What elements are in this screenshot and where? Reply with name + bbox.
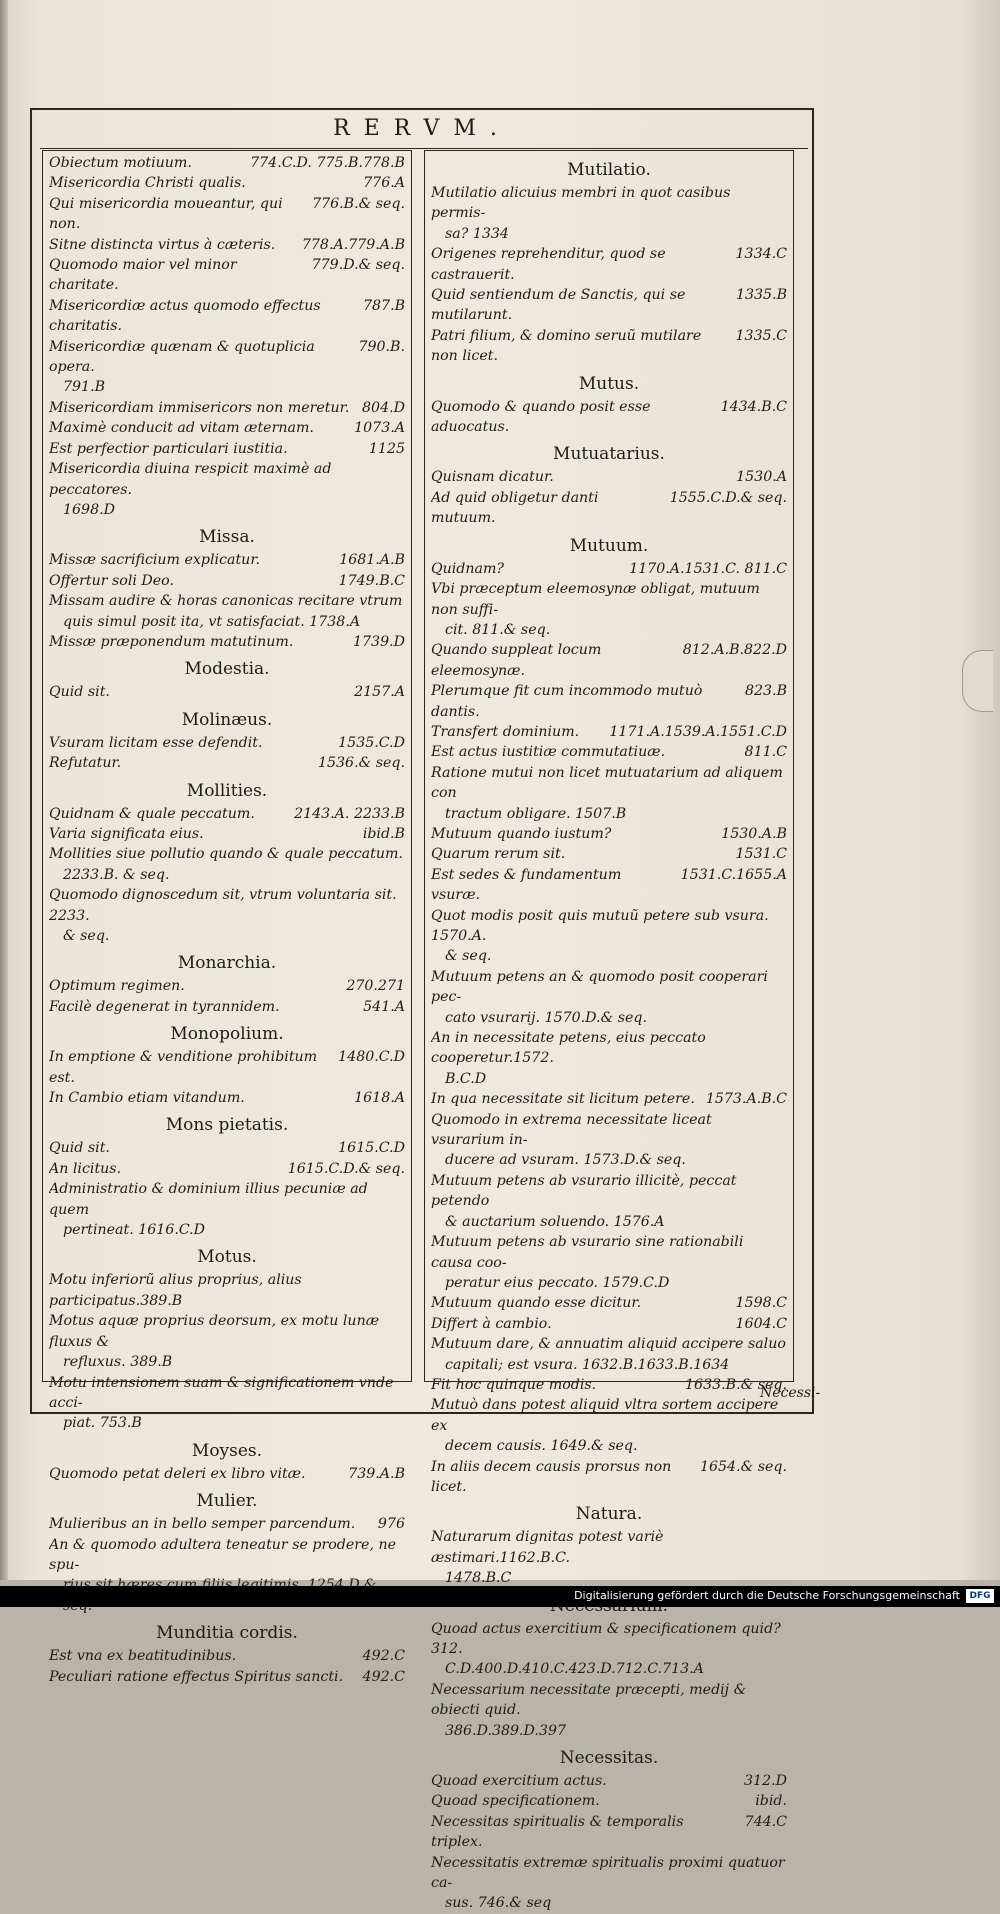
entry-continuation: 791.B bbox=[63, 379, 106, 396]
entry-text: Sitne distincta virtus à cæteris. bbox=[49, 236, 276, 253]
index-entry bbox=[49, 571, 405, 591]
entry-continuation: peratur eius peccato. 1579.C.D bbox=[445, 1274, 670, 1291]
index-heading: Modestia. bbox=[184, 659, 270, 680]
index-heading: Missa. bbox=[199, 527, 255, 548]
page-tab bbox=[962, 650, 993, 712]
index-heading: Moyses. bbox=[191, 1440, 263, 1461]
index-entry bbox=[431, 183, 787, 244]
entry-text: Necessitas spiritualis & temporalis triplex. bbox=[431, 1813, 684, 1851]
entry-continuation: quis simul posit ita, vt satisfaciat. 1738.A bbox=[63, 613, 361, 630]
entry-continuation: & seq. bbox=[63, 928, 110, 944]
entry-continuation: refluxus. 389.B bbox=[63, 1354, 173, 1371]
index-entry bbox=[49, 153, 405, 173]
index-entry bbox=[49, 1667, 405, 1687]
entry-text: In qua necessitate sit licitum petere. bbox=[431, 1091, 695, 1108]
index-heading: Molinæus. bbox=[181, 709, 273, 730]
entry-text: Est sedes & fundamentum vsuræ. bbox=[431, 866, 622, 904]
index-entry bbox=[431, 488, 787, 529]
index-entry bbox=[431, 326, 787, 367]
index-entry bbox=[49, 1646, 405, 1666]
page-reference: 1531.C.1655.A bbox=[680, 866, 787, 883]
index-heading: Mons pietatis. bbox=[165, 1115, 289, 1136]
entry-text: Est vna ex beatitudinibus. bbox=[49, 1648, 237, 1665]
index-entry bbox=[431, 1171, 787, 1232]
entry-text: Vbi præceptum eleemosynæ obligat, mutuum non suffi- bbox=[431, 581, 760, 618]
index-entry bbox=[49, 885, 405, 946]
entry-continuation: pertineat. 1616.C.D bbox=[63, 1222, 206, 1239]
index-entry bbox=[49, 591, 405, 632]
index-entry bbox=[49, 733, 405, 753]
index-heading: Mutuatarius. bbox=[553, 444, 665, 465]
index-entry bbox=[431, 1028, 787, 1089]
page-reference: 1604.C bbox=[735, 1315, 787, 1332]
entry-continuation: 386.D.389.D.397 bbox=[445, 1722, 567, 1739]
page-reference: 1335.B bbox=[735, 287, 787, 304]
entry-text: Naturarum dignitas potest variè æstimari.1162.B.C. bbox=[431, 1529, 664, 1566]
index-entry bbox=[431, 763, 787, 824]
index-entry bbox=[49, 337, 405, 398]
entry-text: Differt à cambio. bbox=[431, 1315, 552, 1332]
page-reference: 1170.A.1531.C. 811.C bbox=[629, 560, 787, 577]
index-entry bbox=[431, 1314, 787, 1334]
page-reference: 774.C.D. 775.B.778.B bbox=[250, 155, 405, 171]
dfg-logo: DFG bbox=[966, 1589, 994, 1603]
index-entry bbox=[49, 459, 405, 520]
page-reference: 1618.A bbox=[354, 1090, 405, 1107]
index-entry bbox=[431, 1853, 787, 1914]
entry-text: Mutuum petens ab vsurario sine rationabili causa coo- bbox=[431, 1234, 744, 1271]
index-entry bbox=[49, 398, 405, 418]
entry-text: Offertur soli Deo. bbox=[49, 572, 174, 589]
index-heading: Necessitas. bbox=[559, 1748, 659, 1769]
index-entry bbox=[49, 1159, 405, 1179]
entry-text: Vsuram licitam esse defendit. bbox=[49, 734, 263, 751]
entry-text: Mutuum petens an & quomodo posit cooperari pec- bbox=[431, 968, 768, 1006]
entry-text: Quid sentiendum de Sanctis, qui se mutilarunt. bbox=[431, 287, 686, 324]
catchword: Necessi- bbox=[760, 1385, 821, 1401]
index-entry bbox=[431, 681, 787, 722]
entry-continuation: C.D.400.D.410.C.423.D.712.C.713.A bbox=[445, 1661, 704, 1678]
entry-text: An & quomodo adultera teneatur se prodere, ne spu- bbox=[49, 1536, 397, 1573]
page-gutter bbox=[0, 0, 8, 1580]
entry-text: Mutuò dans potest aliquid vltra sortem accipere ex bbox=[431, 1397, 779, 1434]
page-reference: 1681.A.B bbox=[339, 552, 405, 569]
entry-text: Missam audire & horas canonicas recitare vtrum bbox=[49, 593, 403, 610]
entry-continuation: 1698.D bbox=[63, 501, 115, 518]
index-entry bbox=[431, 640, 787, 681]
page-reference: 776.A bbox=[363, 175, 405, 192]
entry-text: Ad quid obligetur danti mutuum. bbox=[431, 489, 599, 527]
entry-text: Quisnam dicatur. bbox=[431, 469, 554, 486]
entry-continuation: sa? 1334 bbox=[445, 225, 509, 242]
entry-text: Misericordiæ quænam & quotuplicia opera. bbox=[49, 338, 315, 376]
entry-continuation: cit. 811.& seq. bbox=[445, 621, 551, 638]
index-entry bbox=[431, 579, 787, 640]
entry-text: Quomodo maior vel minor charitate. bbox=[49, 257, 237, 294]
index-entry bbox=[49, 235, 405, 255]
index-entry bbox=[49, 997, 405, 1017]
index-entry bbox=[431, 844, 787, 864]
page-reference: 804.D bbox=[362, 399, 405, 416]
entry-text: Quidnam & quale peccatum. bbox=[49, 805, 255, 822]
index-entry bbox=[49, 439, 405, 459]
page-reference: 1480.C.D bbox=[338, 1049, 405, 1066]
index-entry bbox=[49, 1138, 405, 1158]
index-entry bbox=[431, 906, 787, 967]
index-heading: Mulier. bbox=[196, 1491, 258, 1512]
index-entry bbox=[431, 1527, 787, 1588]
entry-text: Quid sit. bbox=[49, 684, 110, 701]
entry-text: Misericordiam immisericors non meretur. bbox=[49, 399, 350, 416]
entry-continuation: 1478.B.C bbox=[445, 1570, 512, 1587]
index-entry bbox=[431, 397, 787, 438]
page-reference: 1536.& seq. bbox=[317, 755, 405, 772]
index-entry bbox=[431, 1619, 787, 1680]
index-entry bbox=[49, 753, 405, 773]
index-entry bbox=[431, 1457, 787, 1498]
entry-continuation: decem causis. 1649.& seq. bbox=[445, 1438, 638, 1455]
entry-text: Facilè degenerat in tyrannidem. bbox=[49, 998, 280, 1015]
page-reference: ibid.B bbox=[362, 825, 405, 842]
entry-continuation: & auctarium soluendo. 1576.A bbox=[445, 1213, 665, 1230]
entry-text: Misericordia Christi qualis. bbox=[49, 175, 246, 192]
entry-continuation: piat. 753.B bbox=[63, 1415, 142, 1432]
page-reference: 1171.A.1539.A.1551.C.D bbox=[609, 723, 787, 740]
index-heading: Motus. bbox=[197, 1247, 257, 1268]
entry-text: Obiectum motiuum. bbox=[49, 155, 192, 171]
entry-text: Mulieribus an in bello semper parcendum. bbox=[49, 1516, 356, 1533]
page-reference: 1125 bbox=[368, 440, 405, 457]
index-heading: Monopolium. bbox=[170, 1024, 284, 1045]
entry-text: Qui misericordia moueantur, qui non. bbox=[49, 195, 283, 233]
entry-continuation: sus. 746.& seq bbox=[445, 1895, 552, 1912]
entry-continuation: & seq. bbox=[445, 948, 492, 965]
entry-text: Mutuum quando iustum? bbox=[431, 825, 612, 842]
entry-text: Missæ præponendum matutinum. bbox=[49, 633, 294, 650]
index-entry bbox=[431, 742, 787, 762]
page-reference: 1615.C.D bbox=[338, 1140, 405, 1157]
page-reference: 976 bbox=[377, 1516, 405, 1533]
entry-text: Quarum rerum sit. bbox=[431, 846, 566, 863]
page-reference: 492.C bbox=[362, 1648, 405, 1665]
index-entry bbox=[49, 804, 405, 824]
index-entry bbox=[431, 1110, 787, 1171]
index-entry bbox=[49, 824, 405, 844]
entry-text: Origenes reprehenditur, quod se castrauerit. bbox=[431, 246, 666, 283]
entry-text: Quot modis posit quis mutuũ petere sub vsura. 1570.A. bbox=[431, 907, 769, 944]
entry-text: Necessarium necessitate præcepti, medij & obiecti quid. bbox=[431, 1681, 747, 1719]
page-reference: 823.B bbox=[744, 683, 787, 700]
index-heading: Mutus. bbox=[578, 373, 640, 394]
page-reference: 1555.C.D.& seq. bbox=[669, 489, 787, 506]
index-entry bbox=[431, 1334, 787, 1375]
entry-text: Motus aquæ proprius deorsum, ex motu lunæ fluxus & bbox=[49, 1313, 380, 1350]
index-heading: Mutilatio. bbox=[567, 160, 651, 180]
entry-text: Optimum regimen. bbox=[49, 978, 185, 995]
index-entry bbox=[431, 1791, 787, 1811]
page-reference: 811.C bbox=[744, 744, 787, 761]
index-entry bbox=[49, 1270, 405, 1311]
index-entry bbox=[49, 194, 405, 235]
entry-text: Quomodo & quando posit esse aduocatus. bbox=[431, 398, 651, 436]
index-heading: Mollities. bbox=[186, 780, 268, 801]
index-entry bbox=[49, 1088, 405, 1108]
entry-text: Motu inferiorũ alius proprius, alius participatus.389.B bbox=[49, 1272, 302, 1309]
page-reference: 779.D.& seq. bbox=[311, 257, 405, 274]
index-entry bbox=[431, 824, 787, 844]
entry-text: Quoad actus exercitium & specificationem quid? 312. bbox=[431, 1620, 781, 1657]
entry-text: Peculiari ratione effectus Spiritus sancti. bbox=[49, 1668, 344, 1685]
entry-text: Varia significata eius. bbox=[49, 825, 204, 842]
page-reference: 2143.A. 2233.B bbox=[294, 805, 405, 822]
entry-text: Est actus iustitiæ commutatiuæ. bbox=[431, 744, 666, 761]
index-column-left bbox=[42, 150, 412, 1685]
page-reference: 1434.B.C bbox=[720, 398, 787, 415]
page-reference: 1335.C bbox=[735, 327, 787, 344]
header-rule bbox=[40, 148, 808, 149]
page-reference: 1530.A.B bbox=[721, 825, 787, 842]
entry-continuation: cato vsurarij. 1570.D.& seq. bbox=[445, 1009, 647, 1026]
page-reference: 270.271 bbox=[346, 978, 405, 995]
page-reference: 2157.A bbox=[354, 684, 405, 701]
entry-text: Administratio & dominium illius pecuniæ ad quem bbox=[49, 1181, 368, 1218]
entry-continuation: capitali; est vsura. 1632.B.1633.B.1634 bbox=[445, 1356, 730, 1373]
entry-text: Maximè conducit ad vitam æternam. bbox=[49, 420, 314, 437]
index-entry bbox=[431, 1395, 787, 1456]
index-entry bbox=[49, 418, 405, 438]
index-entry bbox=[431, 1812, 787, 1853]
entry-text: Quidnam? bbox=[431, 560, 505, 577]
page-reference: 1334.C bbox=[735, 246, 787, 263]
entry-continuation: B.C.D bbox=[445, 1070, 487, 1087]
page-reference: 812.A.B.822.D bbox=[682, 642, 787, 659]
entry-text: In emptione & venditione prohibitum est. bbox=[49, 1049, 318, 1086]
entry-text: Quomodo in extrema necessitate liceat vsurarium in- bbox=[431, 1111, 712, 1149]
index-entry bbox=[431, 1771, 787, 1791]
index-heading: Mutuum. bbox=[569, 535, 649, 556]
page-reference: 787.B bbox=[362, 297, 405, 314]
entry-text: An licitus. bbox=[49, 1160, 122, 1177]
index-heading: Natura. bbox=[575, 1504, 643, 1525]
page-reference: 1739.D bbox=[353, 633, 405, 650]
index-entry bbox=[431, 244, 787, 285]
entry-continuation: tractum obligare. 1507.B bbox=[445, 805, 627, 822]
entry-text: Quoad specificationem. bbox=[431, 1793, 600, 1810]
index-heading: Monarchia. bbox=[177, 953, 277, 974]
page-reference: 492.C bbox=[362, 1668, 405, 1685]
entry-text: Est perfectior particulari iustitia. bbox=[49, 440, 288, 457]
index-entry bbox=[49, 1047, 405, 1088]
index-entry bbox=[49, 550, 405, 570]
entry-text: Missæ sacrificium explicatur. bbox=[49, 552, 261, 569]
entry-text: Quid sit. bbox=[49, 1140, 110, 1157]
entry-text: Mutuum dare, & annuatim aliquid accipere saluo bbox=[431, 1336, 786, 1353]
index-entry bbox=[49, 682, 405, 702]
index-entry bbox=[49, 1311, 405, 1372]
footer-credit: Digitalisierung gefördert durch die Deutsche Forschungsgemeinschaft bbox=[574, 1589, 960, 1602]
entry-text: Quoad exercitium actus. bbox=[431, 1773, 607, 1790]
entry-text: Quomodo dignoscedum sit, vtrum voluntaria sit. 2233. bbox=[49, 887, 397, 924]
page-reference: 1531.C bbox=[735, 846, 787, 863]
entry-text: Misericordiæ actus quomodo effectus charitatis. bbox=[49, 297, 321, 335]
page-reference: 778.A.779.A.B bbox=[301, 236, 405, 253]
page-reference: 312.D bbox=[744, 1773, 787, 1790]
entry-text: In Cambio etiam vitandum. bbox=[49, 1090, 245, 1107]
entry-text: An in necessitate petens, eius peccato cooperetur.1572. bbox=[431, 1030, 706, 1067]
index-entry bbox=[49, 1373, 405, 1434]
entry-text: Quando suppleat locum eleemosynæ. bbox=[431, 642, 602, 679]
entry-text: Motu intensionem suam & significationem vnde acci- bbox=[49, 1374, 394, 1411]
entry-text: Ratione mutui non licet mutuatarium ad aliquem con bbox=[431, 764, 783, 802]
index-entry bbox=[431, 722, 787, 742]
entry-text: Misericordia diuina respicit maximè ad peccatores. bbox=[49, 461, 332, 498]
index-entry bbox=[431, 1680, 787, 1741]
index-entry bbox=[431, 1089, 787, 1109]
entry-text: Plerumque fit cum incommodo mutuò dantis. bbox=[431, 683, 703, 720]
index-entry bbox=[49, 1464, 405, 1484]
index-entry bbox=[431, 467, 787, 487]
page-reference: 541.A bbox=[363, 998, 405, 1015]
entry-text: Mutilatio alicuius membri in quot casibus permis- bbox=[431, 185, 731, 222]
page-reference: 1615.C.D.& seq. bbox=[287, 1160, 405, 1177]
page-reference: 1749.B.C bbox=[338, 572, 405, 589]
running-header: RERVM. bbox=[333, 116, 511, 141]
index-entry bbox=[431, 559, 787, 579]
index-heading: Munditia cordis. bbox=[156, 1623, 298, 1644]
page-reference: 1633.B.& seq. bbox=[685, 1376, 787, 1393]
entry-text: Mollities siue pollutio quando & quale peccatum. bbox=[49, 846, 403, 863]
entry-text: Refutatur. bbox=[49, 755, 122, 772]
entry-continuation: 2233.B. & seq. bbox=[63, 866, 170, 883]
index-entry bbox=[49, 255, 405, 296]
index-entry bbox=[431, 1232, 787, 1293]
index-entry bbox=[49, 632, 405, 652]
page-reference: 1530.A bbox=[736, 469, 787, 486]
index-entry bbox=[49, 1514, 405, 1534]
footer-bar bbox=[0, 1586, 1000, 1607]
index-entry bbox=[431, 1375, 787, 1395]
entry-text: Quomodo petat deleri ex libro vitæ. bbox=[49, 1465, 306, 1482]
entry-text: Patri filium, & domino seruũ mutilare non licet. bbox=[431, 327, 702, 365]
entry-text: Mutuum petens ab vsurario illicitè, peccat petendo bbox=[431, 1172, 737, 1210]
entry-text: Mutuum quando esse dicitur. bbox=[431, 1295, 642, 1312]
page-reference: 790.B. bbox=[358, 338, 405, 355]
index-entry bbox=[431, 285, 787, 326]
entry-text: Transfert dominium. bbox=[431, 723, 580, 740]
page-reference: 1073.A bbox=[354, 420, 405, 437]
page-reference: 1535.C.D bbox=[338, 734, 405, 751]
page-reference: 776.B.& seq. bbox=[312, 195, 405, 212]
index-entry bbox=[49, 844, 405, 885]
index-entry bbox=[431, 1293, 787, 1313]
page-reference: ibid. bbox=[755, 1793, 787, 1810]
page-reference: 1573.A.B.C bbox=[705, 1091, 787, 1108]
index-entry bbox=[49, 296, 405, 337]
index-entry bbox=[49, 976, 405, 996]
index-entry bbox=[49, 1179, 405, 1240]
page-reference: 739.A.B bbox=[348, 1465, 405, 1482]
page-reference: 1654.& seq. bbox=[699, 1458, 787, 1475]
page-reference: 744.C bbox=[744, 1813, 787, 1830]
index-entry bbox=[49, 173, 405, 193]
index-entry bbox=[431, 865, 787, 906]
index-entry bbox=[431, 967, 787, 1028]
entry-continuation: ducere ad vsuram. 1573.D.& seq. bbox=[445, 1152, 686, 1169]
page-reference: 1598.C bbox=[735, 1295, 787, 1312]
entry-text: In aliis decem causis prorsus non licet. bbox=[431, 1458, 672, 1495]
entry-text: Necessitatis extremæ spiritualis proximi quatuor ca- bbox=[431, 1854, 785, 1892]
entry-text: Fit hoc quinque modis. bbox=[431, 1376, 597, 1393]
